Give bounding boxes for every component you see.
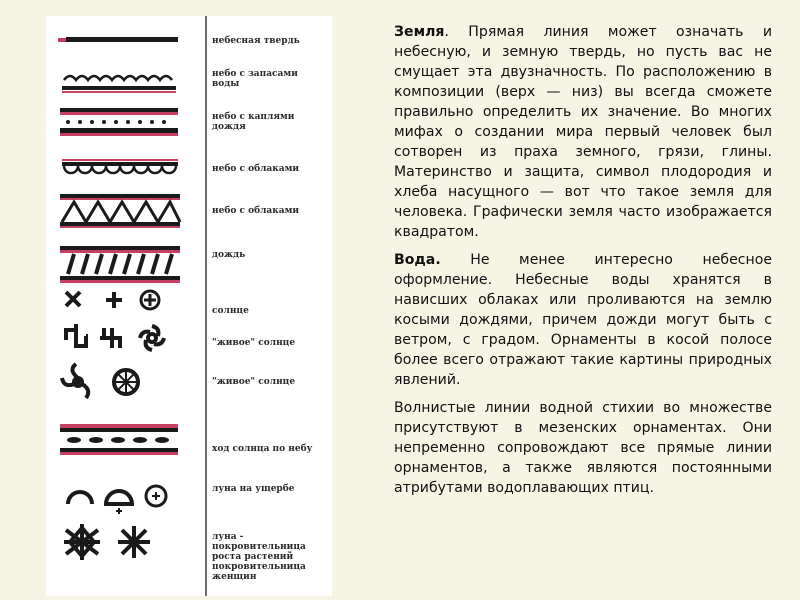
article-text [394, 22, 772, 506]
ornament-cloud-triangles [60, 194, 180, 228]
ornament-moon-stars [64, 524, 150, 560]
term-water: Вода. [394, 252, 441, 268]
legend-label: дождь [212, 250, 246, 260]
paragraph-water [394, 250, 772, 390]
paragraph-water-body: Не менее интересно небесное оформление. Небесные воды хранятся в нависших облаках или проливаются на землю косыми дождями, причем дожди могут быть с ветром, с градом. Орнаменты в косой полосе более всего отражают такие картины природных явлений. [394, 252, 772, 388]
ornament-living-sun-2 [62, 364, 138, 398]
legend-label: небо с запасами воды [212, 69, 298, 89]
ornament-drawings [46, 16, 332, 596]
legend-label: солнце [212, 306, 249, 316]
paragraph-earth [394, 22, 772, 242]
legend-label: небесная твердь [212, 36, 300, 46]
legend-label: небо с каплями дождя [212, 112, 295, 132]
ornament-waning-moon [68, 486, 166, 514]
ornament-rain-slants [60, 246, 180, 283]
ornament-wave-lines [62, 76, 176, 92]
ornament-scan-image [46, 16, 332, 596]
ornament-sun-path [60, 424, 178, 455]
paragraph-waves: Волнистые линии водной стихии во множестве присутствуют в мезенских орнаментах. Они непременно сопровождают все прямые линии орнаментов, а также являются постоянными атрибутами водоплавающих птиц. [394, 400, 772, 496]
ornament-sun-signs [66, 291, 159, 309]
legend-label: луна на ущербе [212, 484, 295, 494]
legend-label: небо с облаками [212, 164, 300, 174]
legend-label: "живое" солнце [212, 338, 296, 348]
ornament-living-sun-1 [64, 324, 164, 350]
term-earth: Земля [394, 24, 445, 40]
legend-label: луна - покровительница роста растений покровительница женщин [212, 532, 306, 582]
legend-label: "живое" солнце [212, 377, 296, 387]
legend-label: ход солнца по небу [212, 444, 313, 454]
ornament-cloud-scallops [62, 160, 178, 173]
paragraph-earth-body: . Прямая линия может означать и небесную, и земную твердь, но пусть вас не смущает эта двузначность. По расположению в композиции (верх — низ) вы всегда сможете правильно определить их значение. Во многих мифах о создании мира первый человек был сотворен из праха земного, грязи, глины. Материнство и защита, символ плодородия и хлеба насущного — вот что такое земля для человека. Графически земля часто изображается квадратом. [394, 24, 772, 240]
ornament-rain-drops [60, 108, 178, 136]
ornament-straight-line [58, 37, 178, 42]
legend-label: небо с облаками [212, 206, 300, 216]
